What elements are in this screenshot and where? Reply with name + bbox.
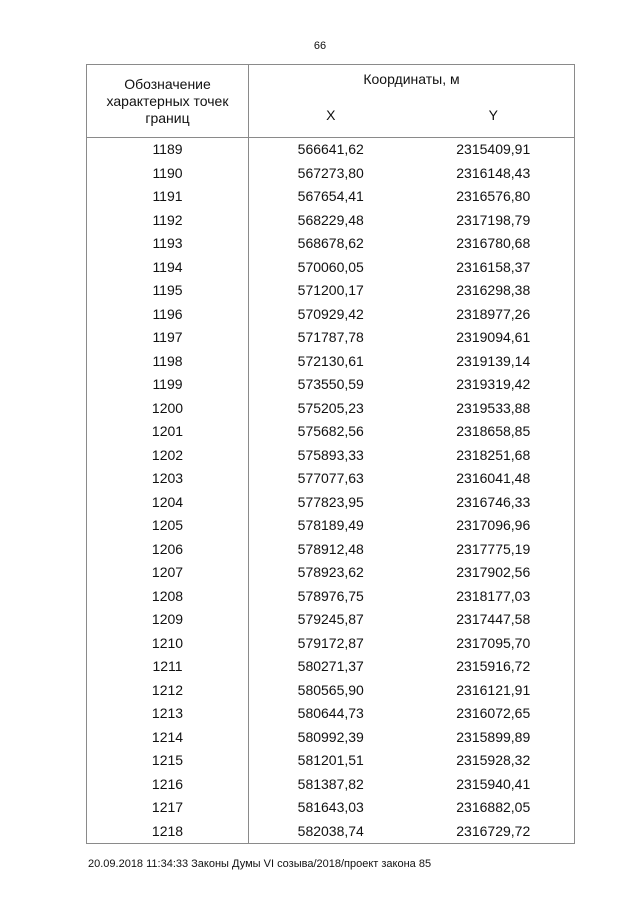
table-row [87, 561, 575, 585]
table-row [87, 256, 575, 280]
table-row [87, 655, 575, 679]
y-coordinate-cell: 2319533,88 [413, 397, 575, 421]
y-coordinate-cell: 2319319,42 [413, 373, 575, 397]
y-coordinate-cell: 2319139,14 [413, 350, 575, 374]
table-row [87, 373, 575, 397]
y-coordinate-cell: 2318658,85 [413, 420, 575, 444]
table-row [87, 820, 575, 844]
point-cell: 1207 [87, 561, 249, 585]
table-header [87, 65, 575, 138]
y-coordinate-cell: 2318177,03 [413, 585, 575, 609]
table-row [87, 749, 575, 773]
y-coordinate-cell: 2317095,70 [413, 632, 575, 656]
y-column-header: Y [413, 93, 575, 138]
y-coordinate-cell: 2316072,65 [413, 702, 575, 726]
point-cell: 1198 [87, 350, 249, 374]
x-coordinate-cell: 566641,62 [249, 138, 413, 162]
y-coordinate-cell: 2316780,68 [413, 232, 575, 256]
x-coordinate-cell: 575682,56 [249, 420, 413, 444]
table-row [87, 420, 575, 444]
table-body [87, 138, 575, 844]
point-cell: 1209 [87, 608, 249, 632]
x-coordinate-cell: 568678,62 [249, 232, 413, 256]
table-row [87, 608, 575, 632]
x-coordinate-cell: 575205,23 [249, 397, 413, 421]
table-row [87, 702, 575, 726]
x-coordinate-cell: 578923,62 [249, 561, 413, 585]
point-cell: 1192 [87, 209, 249, 233]
point-cell: 1214 [87, 726, 249, 750]
table-row [87, 185, 575, 209]
y-coordinate-cell: 2319094,61 [413, 326, 575, 350]
y-coordinate-cell: 2316041,48 [413, 467, 575, 491]
x-coordinate-cell: 571200,17 [249, 279, 413, 303]
table-row [87, 209, 575, 233]
y-coordinate-cell: 2315916,72 [413, 655, 575, 679]
point-cell: 1200 [87, 397, 249, 421]
point-cell: 1216 [87, 773, 249, 797]
point-cell: 1189 [87, 138, 249, 162]
x-coordinate-cell: 567654,41 [249, 185, 413, 209]
x-coordinate-cell: 581643,03 [249, 796, 413, 820]
x-coordinate-cell: 572130,61 [249, 350, 413, 374]
x-coordinate-cell: 578976,75 [249, 585, 413, 609]
table-row [87, 350, 575, 374]
y-coordinate-cell: 2315940,41 [413, 773, 575, 797]
table-row [87, 444, 575, 468]
document-footer: 20.09.2018 11:34:33 Законы Думы VI созыва/2018/проект закона 85 [88, 858, 432, 870]
x-coordinate-cell: 571787,78 [249, 326, 413, 350]
x-coordinate-cell: 581387,82 [249, 773, 413, 797]
point-cell: 1218 [87, 820, 249, 844]
table-row [87, 326, 575, 350]
point-cell: 1203 [87, 467, 249, 491]
point-cell: 1196 [87, 303, 249, 327]
point-cell: 1211 [87, 655, 249, 679]
x-column-header: X [249, 93, 413, 138]
y-coordinate-cell: 2318251,68 [413, 444, 575, 468]
point-cell: 1202 [87, 444, 249, 468]
table-row [87, 232, 575, 256]
x-coordinate-cell: 579245,87 [249, 608, 413, 632]
y-coordinate-cell: 2316148,43 [413, 162, 575, 186]
table-row [87, 397, 575, 421]
point-cell: 1201 [87, 420, 249, 444]
y-coordinate-cell: 2316121,91 [413, 679, 575, 703]
x-coordinate-cell: 577823,95 [249, 491, 413, 515]
y-coordinate-cell: 2317775,19 [413, 538, 575, 562]
table-row [87, 632, 575, 656]
x-coordinate-cell: 582038,74 [249, 820, 413, 844]
table-row [87, 585, 575, 609]
y-coordinate-cell: 2316158,37 [413, 256, 575, 280]
y-coordinate-cell: 2316746,33 [413, 491, 575, 515]
y-coordinate-cell: 2316882,05 [413, 796, 575, 820]
y-coordinate-cell: 2316298,38 [413, 279, 575, 303]
table-row [87, 491, 575, 515]
table-row [87, 138, 575, 162]
x-coordinate-cell: 580992,39 [249, 726, 413, 750]
y-coordinate-cell: 2315409,91 [413, 138, 575, 162]
y-coordinate-cell: 2317198,79 [413, 209, 575, 233]
point-cell: 1212 [87, 679, 249, 703]
point-cell: 1208 [87, 585, 249, 609]
point-designation-header: Обозначение характерных точек границ [87, 65, 249, 138]
point-cell: 1215 [87, 749, 249, 773]
table-row [87, 538, 575, 562]
coordinates-table [86, 64, 575, 844]
y-coordinate-cell: 2316729,72 [413, 820, 575, 844]
point-cell: 1210 [87, 632, 249, 656]
x-coordinate-cell: 580644,73 [249, 702, 413, 726]
y-coordinate-cell: 2317902,56 [413, 561, 575, 585]
point-cell: 1194 [87, 256, 249, 280]
y-coordinate-cell: 2317096,96 [413, 514, 575, 538]
y-coordinate-cell: 2317447,58 [413, 608, 575, 632]
y-coordinate-cell: 2315899,89 [413, 726, 575, 750]
table-row [87, 796, 575, 820]
table-row [87, 279, 575, 303]
point-cell: 1197 [87, 326, 249, 350]
point-cell: 1195 [87, 279, 249, 303]
table-row [87, 467, 575, 491]
point-cell: 1205 [87, 514, 249, 538]
x-coordinate-cell: 568229,48 [249, 209, 413, 233]
y-coordinate-cell: 2316576,80 [413, 185, 575, 209]
point-cell: 1193 [87, 232, 249, 256]
table-row [87, 514, 575, 538]
x-coordinate-cell: 573550,59 [249, 373, 413, 397]
point-cell: 1206 [87, 538, 249, 562]
table-row [87, 679, 575, 703]
y-coordinate-cell: 2318977,26 [413, 303, 575, 327]
x-coordinate-cell: 570060,05 [249, 256, 413, 280]
point-cell: 1190 [87, 162, 249, 186]
x-coordinate-cell: 579172,87 [249, 632, 413, 656]
x-coordinate-cell: 567273,80 [249, 162, 413, 186]
point-cell: 1213 [87, 702, 249, 726]
point-cell: 1199 [87, 373, 249, 397]
point-cell: 1204 [87, 491, 249, 515]
x-coordinate-cell: 580565,90 [249, 679, 413, 703]
x-coordinate-cell: 570929,42 [249, 303, 413, 327]
point-cell: 1191 [87, 185, 249, 209]
x-coordinate-cell: 577077,63 [249, 467, 413, 491]
page-number: 66 [313, 40, 327, 52]
y-coordinate-cell: 2315928,32 [413, 749, 575, 773]
table-row [87, 162, 575, 186]
x-coordinate-cell: 580271,37 [249, 655, 413, 679]
table-row [87, 773, 575, 797]
table-row [87, 726, 575, 750]
x-coordinate-cell: 578189,49 [249, 514, 413, 538]
coordinates-header: Координаты, м [249, 65, 575, 94]
x-coordinate-cell: 581201,51 [249, 749, 413, 773]
x-coordinate-cell: 578912,48 [249, 538, 413, 562]
point-cell: 1217 [87, 796, 249, 820]
table-row [87, 303, 575, 327]
x-coordinate-cell: 575893,33 [249, 444, 413, 468]
